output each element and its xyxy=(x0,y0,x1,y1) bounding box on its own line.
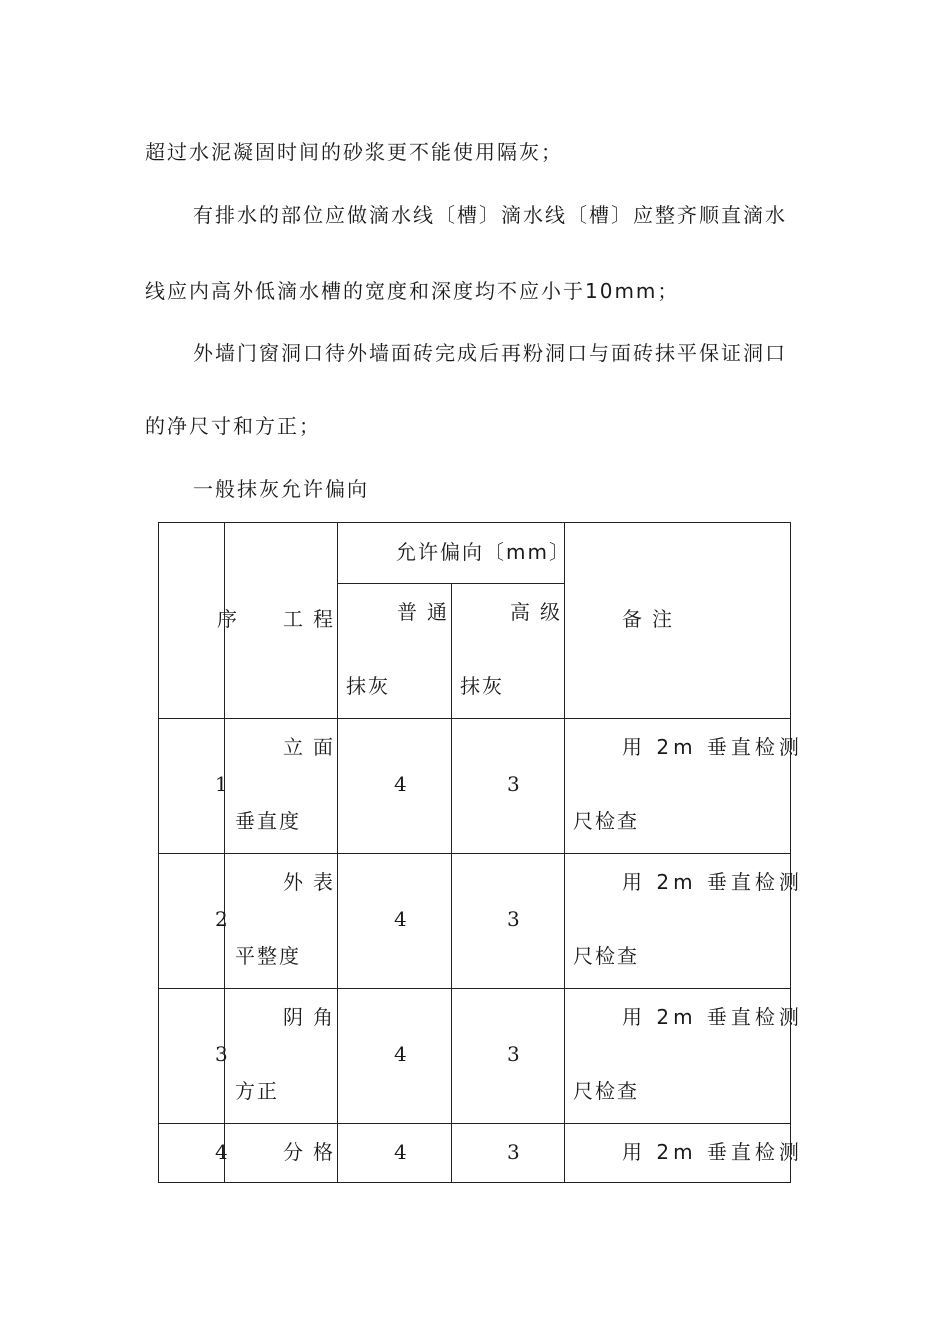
row-remark-top: 用 2m 垂直检测 xyxy=(622,1140,803,1164)
row-item-top: 立面 xyxy=(283,735,343,759)
row-remark-bottom: 尺检查 xyxy=(573,1079,639,1103)
header-item: 工程 xyxy=(283,607,343,631)
row-remark-top: 用 2m 垂直检测 xyxy=(622,735,803,759)
row-seq: 3 xyxy=(215,1042,230,1066)
paragraph-line: 的净尺寸和方正； xyxy=(145,414,321,438)
row-normal-value: 4 xyxy=(394,772,409,796)
paragraph-line: 线应内高外低滴水槽的宽度和深度均不应小于10mm； xyxy=(145,279,680,303)
table-divider xyxy=(451,583,452,1182)
row-remark-top: 用 2m 垂直检测 xyxy=(622,1005,803,1029)
row-item-top: 分格 xyxy=(283,1140,343,1164)
header-remark: 备注 xyxy=(622,607,682,631)
row-remark-bottom: 尺检查 xyxy=(573,944,639,968)
row-seq: 1 xyxy=(215,772,230,796)
header-seq: 序 xyxy=(217,607,239,631)
row-item-bottom: 平整度 xyxy=(235,944,301,968)
row-advanced-value: 3 xyxy=(507,907,522,931)
table-divider xyxy=(159,718,790,719)
paragraph-line: 超过水泥凝固时间的砂浆更不能使用隔灰； xyxy=(145,140,563,164)
table-title: 一般抹灰允许偏向 xyxy=(193,477,369,501)
row-normal-value: 4 xyxy=(394,1042,409,1066)
row-seq: 2 xyxy=(215,907,230,931)
row-remark-bottom: 尺检查 xyxy=(573,809,639,833)
header-advanced-top: 高级 xyxy=(510,600,570,624)
row-advanced-value: 3 xyxy=(507,772,522,796)
row-item-top: 外表 xyxy=(283,870,343,894)
header-normal-bottom: 抹灰 xyxy=(346,674,390,698)
row-advanced-value: 3 xyxy=(507,1140,522,1164)
row-seq: 4 xyxy=(215,1140,230,1164)
row-item-bottom: 方正 xyxy=(235,1079,279,1103)
table-divider xyxy=(159,988,790,989)
paragraph-line: 有排水的部位应做滴水线〔槽〕滴水线〔槽〕应整齐顺直滴水 xyxy=(193,203,787,227)
row-item-top: 阴角 xyxy=(283,1005,343,1029)
row-normal-value: 4 xyxy=(394,907,409,931)
table-divider xyxy=(159,1123,790,1124)
header-advanced-bottom: 抹灰 xyxy=(460,674,504,698)
row-remark-top: 用 2m 垂直检测 xyxy=(622,870,803,894)
row-advanced-value: 3 xyxy=(507,1042,522,1066)
header-normal-top: 普通 xyxy=(397,600,457,624)
table-divider xyxy=(337,583,564,584)
table-divider xyxy=(159,853,790,854)
row-item-bottom: 垂直度 xyxy=(235,809,301,833)
row-normal-value: 4 xyxy=(394,1140,409,1164)
paragraph-line: 外墙门窗洞口待外墙面砖完成后再粉洞口与面砖抹平保证洞口 xyxy=(193,341,787,365)
header-allowed: 允许偏向〔mm〕 xyxy=(396,540,571,564)
